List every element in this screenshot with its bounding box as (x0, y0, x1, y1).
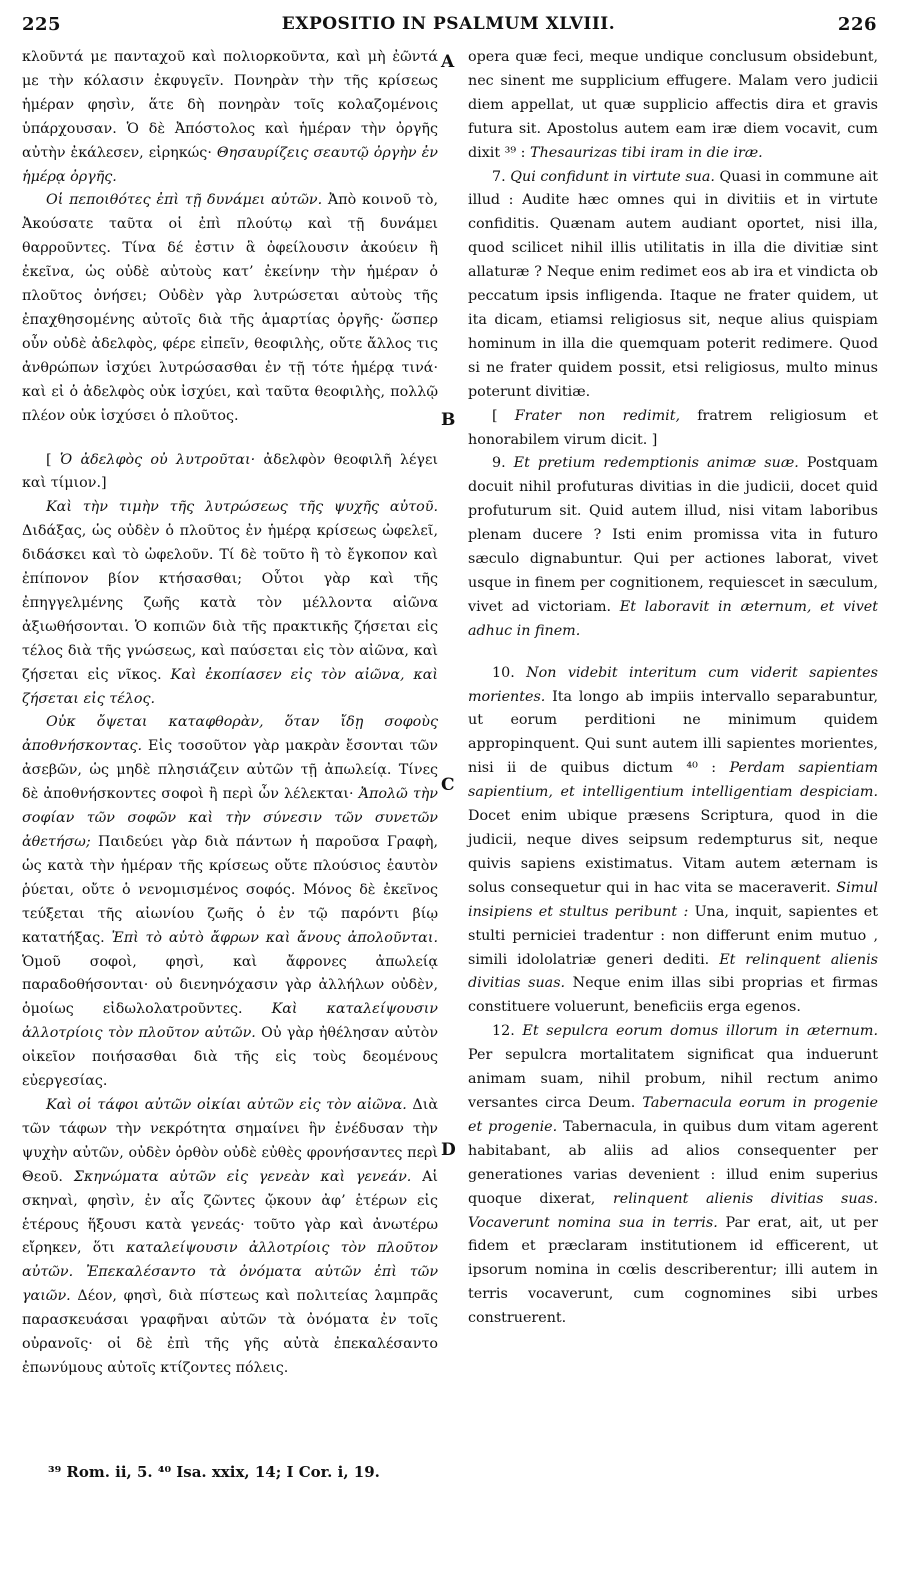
italic-run: Ἀπολῶ τὴν σοφίαν τῶν σοφῶν καὶ τὴν σύνεσιν τῶν συνετῶν ἀθετήσω; (22, 786, 438, 850)
italic-run: Thesaurizas tibi iram in die iræ. (530, 144, 763, 161)
italic-run: Οὐκ ὄψεται καταφθορὰν, ὅταν ἴδῃ σοφοὺς ἀποθνήσκοντας. (22, 714, 438, 755)
italic-run: Ὁ ἀδελφὸς οὐ λυτροῦται· (59, 451, 256, 468)
italic-run: Et relinquent alienis divitias suas. (468, 951, 878, 992)
italic-run: Et laboravit in æternum, et vivet adhuc in finem. (468, 598, 878, 639)
text-run: Αἱ σκηναὶ, φησὶν, ἐν αἷς ζῶντες ᾤκουν ἀφ’ ἑτέρων εἰς ἑτέρους ἥξουσι κατὰ γενεάς· τοῦτο γὰρ καὶ ἀνωτέρω εἴρηκεν, ὅτι (22, 1168, 439, 1257)
italic-run: Tabernacula eorum in progenie et progenie. (468, 1094, 879, 1135)
page-number-left: 225 (22, 14, 62, 35)
greek-paragraph (22, 1094, 438, 1381)
text-run: [ (46, 451, 60, 468)
latin-paragraph (468, 166, 878, 405)
text-run: Διὰ τῶν τάφων τὴν νεκρότητα σημαίνει ἣν ἐνέδυσαν τὴν ψυχὴν αὐτῶν, οὐδὲν ὀρθὸν οὐδὲ εὐθὲς φρονήσαντες περὶ Θεοῦ. (22, 1096, 438, 1185)
text-run: Tabernacula, in quibus dum vitam agerent habitabant, ab aliis ad alios consequenter per generationes varias devenient : illud enim superius quoque dixerat, (468, 1118, 879, 1207)
text-run: [ (492, 407, 515, 424)
text-run: κλοῦντά με πανταχοῦ καὶ πολιορκοῦντα, καὶ μὴ ἐῶντά με τὴν κόλασιν ἐκφυγεῖν. Πονηρὰν τὴν τῆς κρίσεως ἡμέραν φησὶν, ἅτε δὴ πονηρὰν τοῖς κολαζομένοις ὑπάρχουσαν. Ὁ δὲ Ἀπόστολος καὶ ἡμέραν τὴν ὀργῆς αὐτὴν ἐκάλεσεν, εἰρηκώς· (22, 49, 438, 161)
text-run: fratrem religiosum et honorabilem virum dicit. ] (468, 407, 878, 448)
running-title: EXPOSITIO IN PSALMUM XLVIII. (281, 14, 616, 34)
text-run: 12. (492, 1023, 523, 1040)
section-marker-b: B (441, 410, 456, 430)
text-run: 9. (492, 455, 514, 472)
italic-run: Perdam sapientiam sapientium, et intelligentium intelligentiam despiciam. (468, 760, 878, 801)
italic-run: relinquent alienis divitias suas. (612, 1190, 878, 1207)
italic-run: Ἐπεκαλέσαντο τὰ ὀνόματα αὐτῶν ἐπὶ τῶν γαιῶν. (22, 1264, 439, 1305)
italic-run: καταλείψουσιν ἀλλοτρίοις τὸν πλοῦτον αὐτῶν. (22, 1240, 438, 1281)
greek-paragraph (22, 189, 438, 428)
text-run: Δέον, φησὶ, διὰ πίστεως καὶ πολιτείας λαμπρᾶς παρασκευάσαι γραφῆναι αὐτῶν τὰ ὀνόματα ἐν τοῖς οὐρανοῖς· οἱ δὲ ἐπὶ τῆς γῆς αὐτὰ ἐπεκαλέσαντο ἐπωνύμους αὐτοῖς κτίζοντες πόλεις. (22, 1288, 438, 1376)
text-run: Per sepulcra mortalitatem significat qua induerunt animam suam, nihil probum, nihil rectum animo versantes circa Deum. (468, 1047, 878, 1111)
text-run: Par erat, ait, ut per fidem et præclaram institutionem id efficerent, ut ipsorum nomina in cœlis describerentur; illi autem in terris vocaverunt, cum cognomines sibi urbes construerent. (468, 1214, 878, 1327)
text-run: 7. (492, 168, 511, 185)
latin-paragraph (468, 1020, 878, 1331)
section-marker-d: D (441, 1140, 456, 1160)
text-run: 10. (492, 664, 527, 681)
greek-paragraph (22, 449, 438, 497)
page-number-right: 226 (837, 14, 877, 35)
italic-run: Καὶ οἱ τάφοι αὐτῶν οἰκίαι αὐτῶν εἰς τὸν αἰῶνα. (46, 1096, 407, 1113)
latin-paragraph (468, 662, 878, 1021)
text-run: opera quæ feci, meque undique conclusum obsidebunt, nec sinent me supplicium effugere. Malam vero judicii diem appellat, ut quæ supplicio affectis dira et gravis futura sit. Apostolus autem eam iræ diem vocavit, cum dixit ³⁹ : (468, 49, 878, 161)
footnotes: ³⁹ Rom. ii, 5. ⁴⁰ Isa. xxix, 14; I Cor. i, 19. (48, 1463, 380, 1481)
text-run: Οὐ γὰρ ἠθέλησαν αὐτὸν οἰκεῖον ποιήσασθαι διὰ τῆς εἰς τοὺς δεομένους εὐεργεσίας. (22, 1025, 439, 1090)
text-run: Postquam docuit nihil profuturas divitias in die judicii, docet quid profuturum sit. Quid autem illud, nisi vitam laboribus plenam ducere ? Isti enim promissa vita in futuro sæculo dignabuntur. Qui per actiones laborat, vivet usque in finem per cognitionem, requiescet in sæculum, vivet ad victoriam. (468, 455, 878, 615)
greek-paragraph (22, 711, 438, 1094)
text-run: Εἰς τοσοῦτον γὰρ μακρὰν ἔσονται τῶν ἀσεβῶν, ὡς μηδὲ πλησιάζειν αὐτῶν τῇ ἀπωλείᾳ. Τίνες δὲ ἀποθνήσκοντες σοφοὶ ἢ περὶ ὧν λέλεκται· (22, 738, 438, 803)
italic-run: Οἱ πεποιθότες ἐπὶ τῇ δυνάμει αὐτῶν. (46, 192, 323, 209)
section-marker-c: C (441, 775, 455, 795)
italic-run: Θησαυρίζεις σεαυτῷ ὀργὴν ἐν ἡμέρᾳ ὀργῆς. (22, 144, 438, 185)
text-run: Ita longo ab impiis intervallo separabuntur, ut eorum perditioni ne minimum quidem appropinquent. Qui sunt autem illi sapientes morientes, nisi ii de quibus dictum ⁴⁰ : (468, 688, 878, 777)
text-run: Ὁμοῦ σοφοὶ, φησὶ, καὶ ἄφρονες ἀπωλείᾳ παραδοθήσονται· οὐ διενηνόχασιν γὰρ ἀλλήλων οὐδὲν, ὁμοίως εἰδωλολατροῦντες. (22, 953, 438, 1018)
italic-run: Σκηνώματα αὐτῶν εἰς γενεὰν καὶ γενεάν. (73, 1168, 412, 1185)
italic-run: Vocaverunt nomina sua in terris. (468, 1214, 718, 1231)
text-run: Neque enim illas sibi proprias et firmas constituere voluerunt, beneficiis erga egenos. (468, 975, 879, 1016)
italic-run: Non videbit interitum cum viderit sapientes morientes. (468, 664, 878, 705)
text-run: Παιδεύει γὰρ διὰ πάντων ἡ παροῦσα Γραφὴ, ὡς κατὰ τὴν ἡμέραν τῆς κρίσεως οὔτε πλούσιος ἑαυτὸν ῥύεται, οὔτε ὁ νενομισμένος σοφός. Μόνος δὲ ἐκεῖνος τεύξεται τῆς αἰωνίου ζωῆς ὁ ἐν τῷ παρόντι βίῳ κατατήξας. (22, 834, 438, 946)
text-run: Una, inquit, sapientes et stulti perniciei tradentur : non differunt enim mutuo , simili idololatriæ generi dediti. (468, 903, 878, 968)
italic-run: Frater non redimit, (514, 407, 681, 424)
section-marker-a: A (441, 52, 455, 72)
greek-column (22, 46, 438, 1381)
latin-column (468, 46, 878, 1331)
italic-run: Καὶ τὴν τιμὴν τῆς λυτρώσεως τῆς ψυχῆς αὐτοῦ. (46, 499, 438, 516)
text-run: Quasi in commune ait illud : Audite hæc omnes qui in divitiis et in virtute confiditis. Quænam autem audiant oportet, nisi illa, quod scilicet nihil illis utilitatis in illa die divitiæ sint allaturæ ? Neque enim redimet eos ab ira et vindicta ob peccatum ipsis infligenda. Itaque ne frater quidem, ut ita dicam, etiamsi religiosus sit, neque alius quispiam hominum in illa die quemquam poterit redimere. Quod si ne frater quidem possit, etsi religiosus, multo minus poterunt divitiæ. (468, 168, 878, 400)
greek-paragraph (22, 496, 438, 711)
text-run: Διδάξας, ὡς οὐδὲν ὁ πλοῦτος ἐν ἡμέρᾳ κρίσεως ὠφελεῖ, διδάσκει καὶ τὸ ὠφελοῦν. Τί δὲ τοῦτο ἢ τὸ ἔγκοπον καὶ ἐπίπονον βίον κτήσασθαι; Οὗτοι γὰρ καὶ τῆς ἐπηγγελμένης ζωῆς κατὰ τὸν μέλλοντα αἰῶνα ἀξιωθήσονται. Ὁ κοπιῶν διὰ τῆς πρακτικῆς ζήσεται εἰς τέλος διὰ τῆς γνώσεως, καὶ παύσεται εἰς τὸν αἰῶνα, καὶ ζήσεται εἰς νῖκος. (22, 523, 438, 683)
latin-paragraph (468, 452, 878, 643)
italic-run: Ἐπὶ τὸ αὐτὸ ἄφρων καὶ ἄνους ἀπολοῦνται. (111, 929, 438, 946)
italic-run: Et sepulcra eorum domus illorum in æternum. (522, 1023, 878, 1040)
greek-paragraph (22, 46, 438, 189)
text-run (73, 1264, 86, 1280)
italic-run: Qui confidunt in virtute sua. (510, 168, 715, 185)
italic-run: Καὶ καταλείψουσιν ἀλλοτρίοις τὸν πλοῦτον αὐτῶν. (22, 1001, 438, 1042)
text-run: Ἀπὸ κοινοῦ τὸ, Ἀκούσατε ταῦτα οἱ ἐπὶ πλούτῳ καὶ τῇ δυνάμει θαρροῦντες. Τίνα δέ ἐστιν ἃ ὀφείλουσιν ἀκούειν ἢ ἐκεῖνα, ὡς οὐδὲ αὐτοὺς κατ’ ἐκείνην τὴν ἡμέραν ὁ πλοῦτος ὀνήσει; Οὐδὲν γὰρ λυτρώσεται αὐτοὺς τῆς ἐπαχθησομένης αὐτοῖς διὰ τῆς ἁμαρτίας ὀργῆς· ὥσπερ οὖν οὐδὲ ἀδελφὸς, φέρε εἰπεῖν, θεοφιλὴς, οὔτε ἄλλος τις ἀνθρώπων ἰσχύει λυτρώσασθαι ἐν τῇ τότε ἡμέρᾳ τινά· καὶ εἰ ὁ ἀδελφὸς οὐκ ἰσχύει, καὶ ταῦτα θεοφιλὴς, πολλῷ πλέον οὐκ ἰσχύσει ὁ πλοῦτος. (22, 192, 438, 424)
italic-run: Καὶ ἐκοπίασεν εἰς τὸν αἰῶνα, καὶ ζήσεται εἰς τέλος. (22, 666, 438, 707)
italic-run: Et pretium redemptionis animæ suæ. (513, 455, 799, 472)
text-run: Docet enim ubique præsens Scriptura, quod in die judicii, neque dives seipsum redempturus sit, neque quivis sapiens existimatus. Vitam autem æternam is solus consequetur qui in hac vita se maceraverit. (468, 808, 878, 896)
text-run: ἀδελφὸν θεοφιλῆ λέγει καὶ τίμιον.] (22, 451, 438, 492)
latin-paragraph (468, 405, 878, 453)
italic-run: Simul insipiens et stultus peribunt : (468, 879, 878, 920)
latin-paragraph (468, 46, 878, 166)
